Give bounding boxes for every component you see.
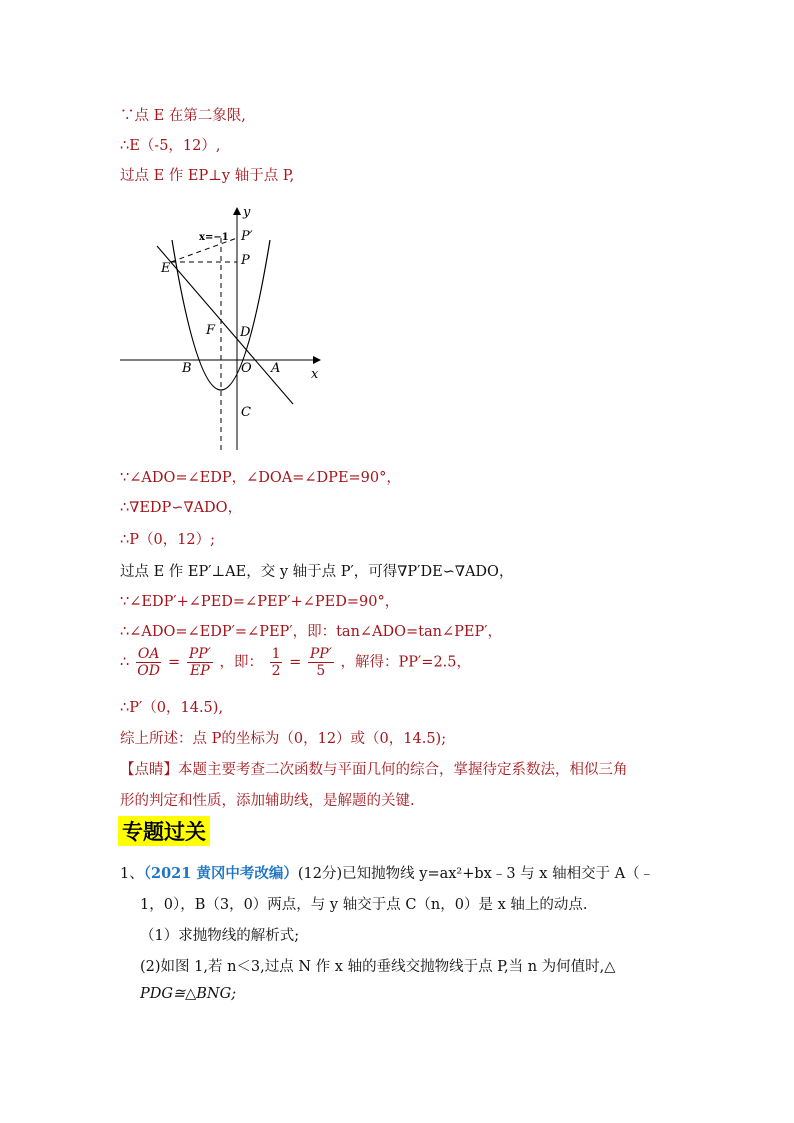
problem-text: (12分)已知抛物线 y=ax²+bx﹣3 与 x 轴相交于 A（﹣ (297, 866, 655, 882)
fraction-denominator: 5 (316, 663, 326, 679)
problem-line: (2)如图 1,若 n＜3,过点 N 作 x 轴的垂线交抛物线于点 P,当 n 为何值时,△ (140, 959, 616, 975)
label-P: P (241, 253, 250, 268)
text-line: ∵∠EDP′+∠PED=∠PEP′+∠PED=90°， (120, 594, 400, 610)
problem-line: 1，0），B（3，0）两点，与 y 轴交于点 C（n，0）是 x 轴上的动点. (140, 897, 588, 913)
fraction (308, 646, 334, 679)
text-line: ∵∠ADO=∠EDP，∠DOA=∠DPE=90°， (120, 470, 401, 486)
label-x: x (311, 367, 319, 382)
problem-source: （2021 黄冈中考改编） (143, 865, 298, 882)
fraction-equation (120, 646, 471, 679)
problem-line: （1）求抛物线的解析式; (140, 928, 300, 944)
label-D: D (240, 325, 251, 340)
text-line: ∴∠ADO=∠EDP′=∠PEP′，即：tan∠ADO=tan∠PEP′， (120, 624, 503, 640)
text-line: ∴P（0，12）; (120, 532, 216, 548)
fraction-numerator: PP′ (309, 646, 332, 662)
fraction (270, 646, 283, 679)
label-x-eq: x=−1 (199, 232, 229, 243)
label-E: E (161, 261, 171, 276)
label-F: F (206, 323, 216, 338)
text-line: ∵点 E 在第二象限, (120, 108, 246, 124)
fraction-numerator: PP′ (188, 646, 211, 662)
line-EA (157, 246, 293, 404)
parabola-figure (115, 200, 330, 460)
fraction-denominator: 2 (271, 663, 281, 679)
label-A: A (271, 361, 281, 376)
label-B: B (182, 361, 192, 376)
fraction-denominator: OD (137, 663, 160, 679)
text-line: ∴E（-5，12）, (120, 138, 221, 154)
equals-sign: = (289, 654, 302, 671)
fraction (136, 646, 162, 679)
label-P-prime: P′ (241, 229, 253, 244)
fraction-denominator: EP (190, 663, 210, 679)
label-y: y (243, 205, 251, 220)
text-line: 过点 E 作 EP⊥y 轴于点 P, (120, 168, 295, 184)
fraction-numerator: OA (137, 646, 160, 662)
text-line: 综上所述：点 P的坐标为（0，12）或（0，14.5); (120, 731, 447, 747)
text-line: 【点睛】本题主要考查二次函数与平面几何的综合，掌握待定系数法，相似三角 (120, 762, 628, 778)
therefore-symbol: ∴ (120, 654, 130, 671)
text-line: 形的判定和性质，添加辅助线，是解题的关键. (120, 793, 415, 809)
section-title: 专题过关 (118, 816, 210, 846)
fraction-numerator: 1 (271, 646, 281, 662)
fraction (187, 646, 213, 679)
text-fragment: ，即： (219, 654, 263, 671)
problem-line (120, 862, 654, 883)
problem-line: PDG≅△BNG; (140, 986, 237, 1002)
text-line: ∴P′（0，14.5), (120, 700, 224, 716)
label-C: C (241, 405, 251, 420)
text-line: ∴∇EDP∽∇ADO， (120, 500, 243, 516)
equals-sign: = (168, 654, 181, 671)
problem-number: 1、 (120, 866, 144, 882)
text-fragment: ，解得：PP′=2.5， (340, 654, 472, 671)
label-O: O (241, 361, 252, 376)
text-line: 过点 E 作 EP′⊥AE，交 y 轴于点 P′，可得∇P′DE∽∇ADO， (120, 564, 514, 580)
